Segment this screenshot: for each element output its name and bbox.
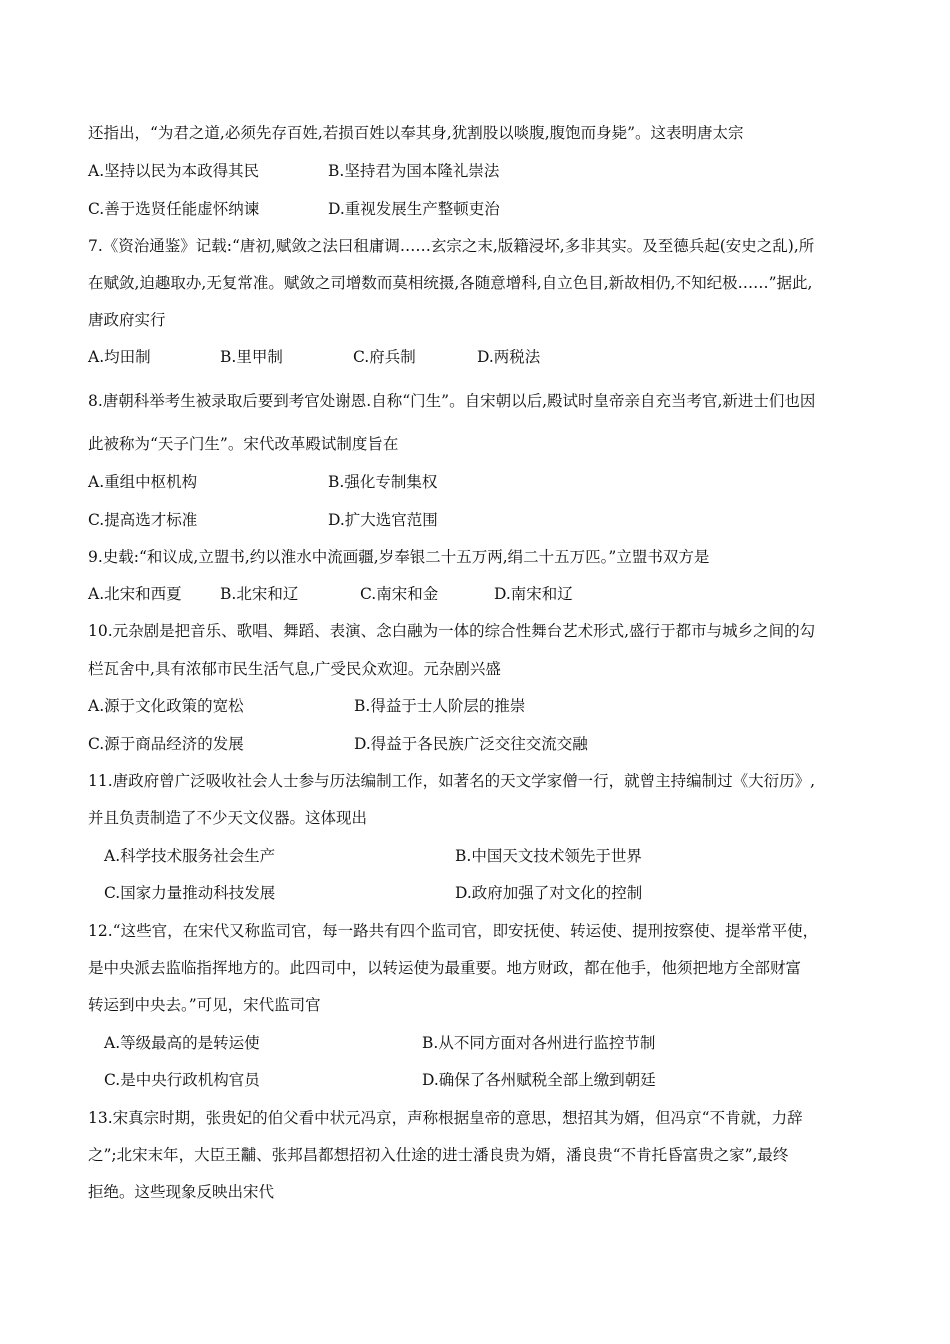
q7-option-b: B.里甲制 — [220, 348, 283, 366]
q12-option-a: A.等级最高的是转运使 — [104, 1034, 260, 1052]
q12-stem-line: 12.“这些官，在宋代又称监司官，每一路共有四个监司官，即安抚使、转运使、提刑按察使、提举常平使， — [88, 922, 819, 940]
q10-option-c: C.源于商品经济的发展 — [88, 735, 244, 753]
q13-stem-line: 13.宋真宗时期，张贵妃的伯父看中状元冯京，声称根据皇帝的意思，想招其为婿，但冯京“不肯就，力辞 — [88, 1109, 803, 1127]
q11-option-a: A.科学技术服务社会生产 — [104, 847, 276, 865]
q9-option-d: D.南宋和辽 — [494, 585, 573, 603]
q11-option-b: B.中国天文技术领先于世界 — [455, 847, 642, 865]
q7-stem-line: 在赋敛,迫趣取办,无复常准。赋敛之司增数而莫相统摄,各随意增科,自立色目,新故相仍,不知纪极……”据此, — [88, 274, 813, 292]
q9-stem-line: 9.史载:“和议成,立盟书,约以淮水中流画疆,岁奉银二十五万两,绢二十五万匹。”立盟书双方是 — [88, 548, 710, 566]
q7-stem-line: 唐政府实行 — [88, 311, 166, 329]
q7-option-d: D.两税法 — [477, 348, 541, 366]
q6-option-b: B.坚持君为国本隆礼崇法 — [328, 162, 500, 180]
q7-option-a: A.均田制 — [88, 348, 151, 366]
q12-stem-line: 是中央派去监临指挥地方的。此四司中，以转运使为最重要。地方财政，都在他手，他须把地方全部财富 — [88, 959, 802, 977]
q9-option-c: C.南宋和金 — [360, 585, 439, 603]
q11-option-c: C.国家力量推动科技发展 — [104, 884, 276, 902]
q6-stem-line: 还指出，“为君之道,必须先存百姓,若损百姓以奉其身,犹割股以啖腹,腹饱而身毙”。这表明唐太宗 — [88, 124, 744, 142]
q12-stem-line: 转运到中央去。”可见，宋代监司官 — [88, 996, 321, 1014]
q8-option-a: A.重组中枢机构 — [88, 473, 198, 491]
q11-option-d: D.政府加强了对文化的控制 — [455, 884, 643, 902]
q12-option-b: B.从不同方面对各州进行监控节制 — [422, 1034, 656, 1052]
q9-option-b: B.北宋和辽 — [220, 585, 299, 603]
q10-option-d: D.得益于各民族广泛交往交流交融 — [354, 735, 588, 753]
q8-option-c: C.提高选才标准 — [88, 511, 198, 529]
q10-stem-line: 栏瓦舍中,具有浓郁市民生活气息,广受民众欢迎。元杂剧兴盛 — [88, 660, 501, 678]
q8-stem-line: 此被称为“天子门生”。宋代改革殿试制度旨在 — [88, 435, 399, 453]
q12-option-d: D.确保了各州赋税全部上缴到朝廷 — [422, 1071, 656, 1089]
q13-stem-line: 之”;北宋末年，大臣王黼、张邦昌都想招初入仕途的进士潘良贵为婿，潘良贵“不肯托昏富贵之家”,最终 — [88, 1146, 789, 1164]
q11-stem-line: 11.唐政府曾广泛吸收社会人士参与历法编制工作，如著名的天文学家僧一行，就曾主持编制过《大衍历》, — [88, 772, 816, 790]
q8-option-b: B.强化专制集权 — [328, 473, 438, 491]
q9-option-a: A.北宋和西夏 — [88, 585, 182, 603]
q7-stem-line: 7.《资治通鉴》记载:“唐初,赋敛之法曰租庸调……玄宗之末,版籍浸坏,多非其实。及至德兵起(安史之乱),所 — [88, 237, 815, 255]
q6-option-a: A.坚持以民为本政得其民 — [88, 162, 260, 180]
q13-stem-line: 拒绝。这些现象反映出宋代 — [88, 1183, 275, 1201]
q6-option-c: C.善于选贤任能虚怀纳谏 — [88, 200, 260, 218]
q10-stem-line: 10.元杂剧是把音乐、歌唱、舞蹈、表演、念白融为一体的综合性舞台艺术形式,盛行于都市与城乡之间的勾 — [88, 622, 816, 640]
q8-option-d: D.扩大选官范围 — [328, 511, 438, 529]
q11-stem-line: 并且负责制造了不少天文仪器。这体现出 — [88, 809, 368, 827]
q8-stem-line: 8.唐朝科举考生被录取后要到考官处谢恩.自称“门生”。自宋朝以后,殿试时皇帝亲自充当考官,新进士们也因 — [88, 392, 816, 410]
q10-option-b: B.得益于士人阶层的推崇 — [354, 697, 526, 715]
q12-option-c: C.是中央行政机构官员 — [104, 1071, 260, 1089]
q7-option-c: C.府兵制 — [353, 348, 416, 366]
q10-option-a: A.源于文化政策的宽松 — [88, 697, 244, 715]
q6-option-d: D.重视发展生产整顿吏治 — [328, 200, 500, 218]
